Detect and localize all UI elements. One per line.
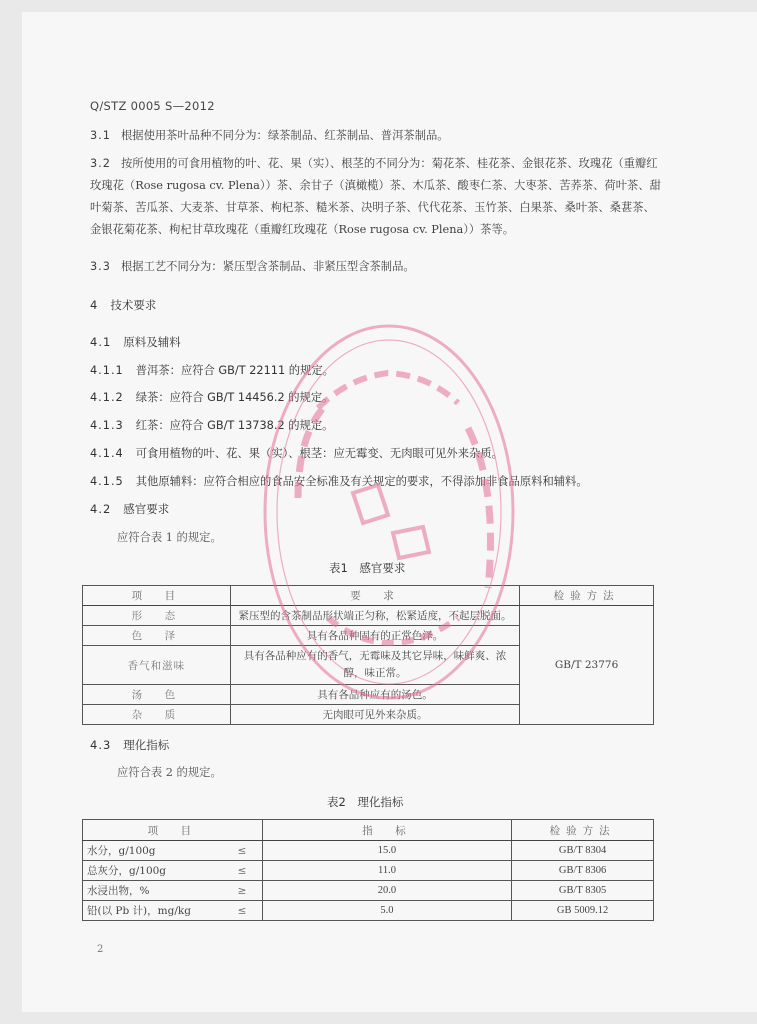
clause-text: 按所使用的可食用植物的叶、花、果（实）、根茎的不同分为：菊花茶、桂花茶、金银花茶、玫瑰花（重瓣红玫瑰花（Rose rugosa cv. Plena））茶、余甘子（滇橄榄）茶、木瓜茶、酸枣仁茶、大枣茶、苦荞茶、荷叶茶、甜叶菊茶、苦瓜茶、大麦茶、甘草茶、枸杞茶、糙米茶、决明子茶、代代花茶、玉竹茶、白果茶、桑叶茶、桑葚茶、金银花菊花茶、枸杞甘草玫瑰花（重瓣红玫瑰花（Rose rugosa cv. Plena））茶等。 bbox=[90, 157, 661, 236]
comparison-symbol: ≥ bbox=[222, 881, 262, 901]
indicator-value: 5.0 bbox=[262, 901, 512, 921]
section-title: 技术要求 bbox=[110, 298, 157, 312]
item-cell: 汤 色 bbox=[83, 685, 231, 705]
table1-caption: 表1 感官要求 bbox=[329, 561, 406, 575]
method-cell: GB 5009.12 bbox=[512, 901, 654, 921]
item-cell: 总灰分，g/100g bbox=[83, 861, 223, 881]
requirement-cell: 紧压型的含茶制品形状端正匀称，松紧适度，不起层脱面。 bbox=[230, 606, 519, 626]
indicator-value: 15.0 bbox=[262, 841, 512, 861]
clause-number: 3.3 bbox=[90, 260, 111, 273]
document-code: Q/STZ 0005 S—2012 bbox=[90, 99, 215, 113]
table-header-row bbox=[83, 820, 654, 841]
clause-text: 根据使用茶叶品种不同分为：绿茶制品、红茶制品、普洱茶制品。 bbox=[120, 129, 449, 142]
section-4-3-heading bbox=[90, 737, 169, 753]
method-cell: GB/T 23776 bbox=[520, 606, 654, 725]
table-header-row bbox=[83, 586, 654, 606]
method-cell: GB/T 8304 bbox=[512, 841, 654, 861]
section-number: 4.2 bbox=[90, 502, 112, 516]
item-cell: 水浸出物，% bbox=[83, 881, 223, 901]
clause-text: 普洱茶：应符合 GB/T 22111 的规定。 bbox=[135, 364, 334, 377]
indicator-value: 20.0 bbox=[262, 881, 512, 901]
column-header: 项 目 bbox=[83, 586, 231, 606]
section-number: 4 bbox=[90, 298, 99, 312]
clause-4-1-1 bbox=[90, 362, 334, 378]
section-title: 感官要求 bbox=[123, 502, 170, 516]
clause-number: 4.1.3 bbox=[90, 419, 124, 432]
method-cell: GB/T 8306 bbox=[512, 861, 654, 881]
comparison-symbol: ≤ bbox=[222, 861, 262, 881]
item-cell: 铅(以 Pb 计)，mg/kg bbox=[83, 901, 223, 921]
column-header: 项 目 bbox=[83, 820, 263, 841]
section-4-2-heading bbox=[90, 501, 169, 517]
table-row bbox=[83, 606, 654, 626]
requirement-cell: 具有各品种应有的香气，无霉味及其它异味，味鲜爽、浓醇，味正常。 bbox=[230, 646, 519, 685]
section-4-3-body: 应符合表 2 的规定。 bbox=[117, 766, 222, 779]
section-number: 4.3 bbox=[90, 738, 112, 752]
page-number: 2 bbox=[97, 944, 104, 955]
clause-number: 3.1 bbox=[90, 129, 111, 142]
method-cell: GB/T 8305 bbox=[512, 881, 654, 901]
item-cell: 色 泽 bbox=[83, 626, 231, 646]
item-cell: 水分，g/100g bbox=[83, 841, 223, 861]
clause-text: 绿茶：应符合 GB/T 14456.2 的规定。 bbox=[135, 391, 334, 404]
clause-text: 红茶：应符合 GB/T 13738.2 的规定。 bbox=[135, 419, 334, 432]
clause-number: 4.1.5 bbox=[90, 475, 124, 488]
clause-number: 3.2 bbox=[90, 157, 111, 170]
column-header: 指 标 bbox=[262, 820, 512, 841]
item-cell: 香气和滋味 bbox=[83, 646, 231, 685]
comparison-symbol: ≤ bbox=[222, 901, 262, 921]
clause-text: 其他原辅料：应符合相应的食品安全标准及有关规定的要求，不得添加非食品原料和辅料。 bbox=[135, 475, 588, 488]
clause-4-1-3 bbox=[90, 417, 333, 433]
section-title: 原料及辅料 bbox=[123, 335, 181, 349]
clause-4-1-5 bbox=[90, 473, 588, 489]
clause-4-1-2 bbox=[90, 389, 333, 405]
requirement-cell: 无肉眼可见外来杂质。 bbox=[230, 705, 519, 725]
clause-3-2 bbox=[90, 153, 665, 241]
clause-number: 4.1.2 bbox=[90, 391, 124, 404]
section-title: 理化指标 bbox=[123, 738, 170, 752]
section-4-1-heading bbox=[90, 334, 181, 350]
column-header: 要 求 bbox=[230, 586, 519, 606]
section-number: 4.1 bbox=[90, 335, 112, 349]
clause-text: 可食用植物的叶、花、果（实）、根茎：应无霉变、无肉眼可见外来杂质。 bbox=[135, 447, 503, 460]
clause-3-3 bbox=[90, 256, 665, 278]
clause-number: 4.1.4 bbox=[90, 447, 124, 460]
table-row bbox=[83, 881, 654, 901]
column-header: 检验方法 bbox=[520, 586, 654, 606]
section-4-2-body: 应符合表 1 的规定。 bbox=[117, 531, 222, 544]
table2-caption: 表2 理化指标 bbox=[327, 795, 404, 809]
physicochemical-indicators-table bbox=[82, 819, 654, 921]
indicator-value: 11.0 bbox=[262, 861, 512, 881]
clause-number: 4.1.1 bbox=[90, 364, 124, 377]
comparison-symbol: ≤ bbox=[222, 841, 262, 861]
item-cell: 杂 质 bbox=[83, 705, 231, 725]
table-row bbox=[83, 841, 654, 861]
section-4-heading bbox=[90, 297, 156, 313]
column-header: 检验方法 bbox=[512, 820, 654, 841]
clause-3-1 bbox=[90, 125, 665, 147]
table-row bbox=[83, 861, 654, 881]
item-cell: 形 态 bbox=[83, 606, 231, 626]
table-row bbox=[83, 901, 654, 921]
sensory-requirements-table bbox=[82, 585, 654, 725]
clause-4-1-4 bbox=[90, 445, 503, 461]
requirement-cell: 具有各品种固有的正常色泽。 bbox=[230, 626, 519, 646]
requirement-cell: 具有各品种应有的汤色。 bbox=[230, 685, 519, 705]
clause-text: 根据工艺不同分为：紧压型含茶制品、非紧压型含茶制品。 bbox=[120, 260, 415, 273]
